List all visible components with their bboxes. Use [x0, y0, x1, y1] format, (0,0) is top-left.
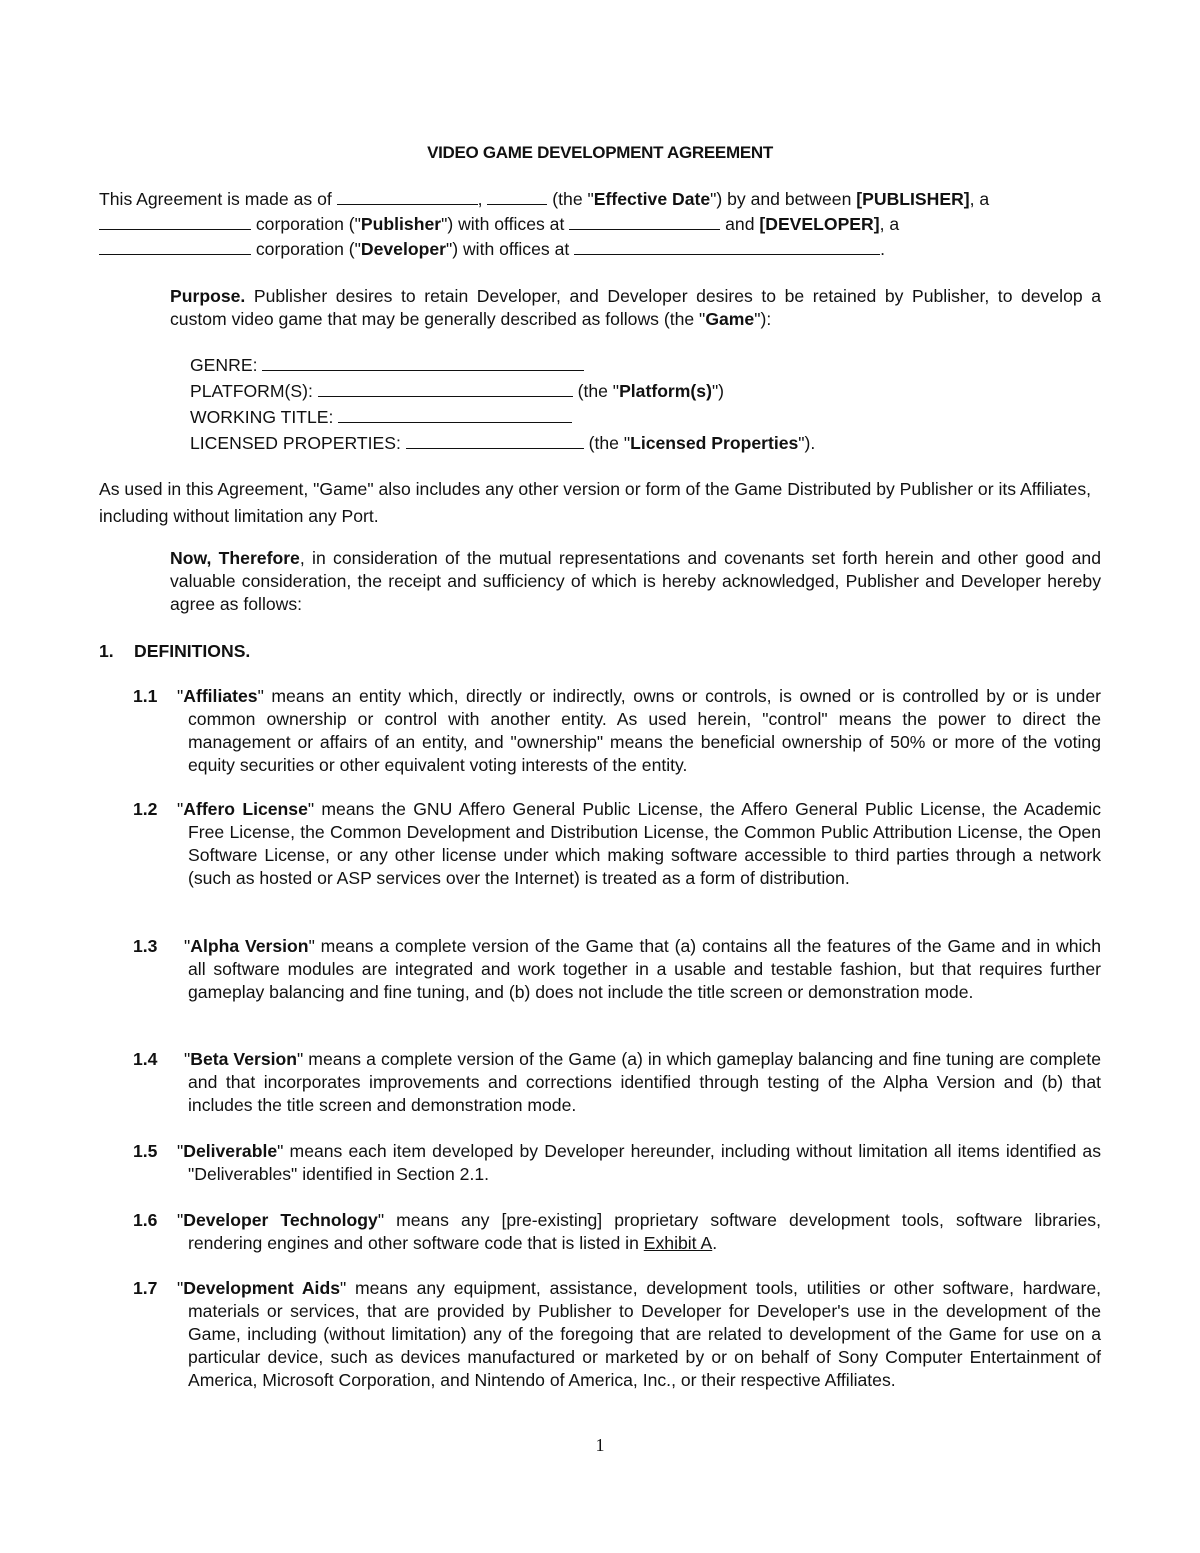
publisher-placeholder: [PUBLISHER] [856, 189, 970, 209]
now-therefore-paragraph: Now, Therefore, in consideration of the mutual representations and covenants set forth herein and other good and valuable consideration, the receipt and sufficiency of which is hereby acknowledged, Publisher and Developer hereby agree as follows: [170, 548, 1101, 614]
term-platforms: Platform(s) [619, 381, 712, 401]
definition-1-3: 1.3 "Alpha Version" means a complete version of the Game that (a) contains all the features of the Game and in which all software modules are integrated and work together in a usable and testable fashion, but that requires further gameplay balancing and fine tuning, and (b) does not include the title screen or demonstration mode. [133, 936, 1102, 1002]
term-licensed-properties: Licensed Properties [630, 433, 799, 453]
preamble-line-1: This Agreement is made as of , (the "Effective Date") by and between [PUBLISHER], a [99, 189, 990, 209]
working-title-blank [338, 405, 572, 423]
purpose-label: Purpose. [170, 286, 246, 306]
section-1-heading: 1. DEFINITIONS. [99, 641, 251, 661]
term-effective-date: Effective Date [593, 189, 711, 209]
field-platforms: PLATFORM(S): (the "Platform(s)") [190, 381, 725, 401]
preamble-line-3: corporation ("Developer") with offices at . [99, 237, 1101, 262]
publisher-state-blank [99, 212, 251, 230]
developer-placeholder: [DEVELOPER] [759, 214, 880, 234]
definition-1-1: 1.1 "Affiliates" means an entity which, directly or indirectly, owns or controls, is owned or is controlled by or is under common ownership or control with another entity. As used herein, "control" means the power to direct the management or affairs of an entity, and "ownership" means the beneficial ownership of 50% or more of the voting equity securities or other equivalent voting interests of the entity. [133, 686, 1101, 775]
as-used-paragraph: As used in this Agreement, "Game" also includes any other version or form of the Game Distributed by Publisher or its Affiliates, including without limitation any Port. [99, 479, 1092, 526]
definition-1-2: 1.2 "Affero License" means the GNU Affero General Public License, the Affero General Public License, the Academic Free License, the Common Development and Distribution License, the Common Public Attribution License, the Open Software License, or any other license under which making software accessible to third parties through a network (such as hosted or ASP services over the Internet) is treated as a form of distribution. [133, 799, 1101, 888]
platforms-blank [318, 379, 573, 397]
purpose-paragraph: Purpose. Publisher desires to retain Developer, and Developer desires to be retained by Publisher, to develop a custom video game that may be generally described as follows (the "Game"): [170, 286, 1101, 329]
term-game: Game [705, 309, 755, 329]
exhibit-a-link[interactable]: Exhibit A [643, 1233, 713, 1253]
field-genre: GENRE: [190, 352, 815, 378]
developer-state-blank [99, 237, 251, 255]
now-therefore-label: Now, Therefore [170, 548, 300, 568]
term-developer: Developer [360, 239, 446, 259]
developer-address-blank [574, 237, 880, 255]
year-blank [487, 187, 547, 205]
date-blank [337, 187, 478, 205]
game-fields [190, 352, 815, 456]
document-title: VIDEO GAME DEVELOPMENT AGREEMENT [427, 143, 773, 162]
licensed-properties-blank [406, 431, 584, 449]
genre-blank [262, 353, 584, 371]
field-working-title: WORKING TITLE: [190, 404, 815, 430]
publisher-address-blank [569, 212, 720, 230]
page-number: 1 [595, 1435, 605, 1455]
definition-1-4: 1.4 "Beta Version" means a complete version of the Game (a) in which gameplay balancing and fine tuning are complete and that incorporates improvements and corrections identified through testing of the Alpha Version and (b) that includes the title screen and demonstration mode. [133, 1049, 1101, 1115]
preamble-line-2: corporation ("Publisher") with offices at and [DEVELOPER], a [99, 212, 1101, 237]
definition-1-6: 1.6 "Developer Technology" means any [pre-existing] proprietary software development tools, software libraries, rendering engines and other software code that is listed in Exhibit A. [133, 1210, 1101, 1253]
definition-1-5: 1.5 "Deliverable" means each item developed by Developer hereunder, including without limitation all items identified as "Deliverables" identified in Section 2.1. [133, 1141, 1101, 1184]
preamble [99, 187, 1101, 262]
definition-1-7: 1.7 "Development Aids" means any equipment, assistance, development tools, utilities or other software, hardware, materials or services, that are provided by Publisher to Developer for Developer's use in the development of the Game, including (without limitation) any of the foregoing that are related to development of the Game for use on a particular device, such as devices manufactured or marketed by or on behalf of Sony Computer Entertainment of America, Microsoft Corporation, and Nintendo of America, Inc., or their respective Affiliates. [133, 1278, 1101, 1390]
term-publisher: Publisher [360, 214, 442, 234]
field-licensed-properties: LICENSED PROPERTIES: (the "Licensed Properties"). [190, 433, 816, 453]
